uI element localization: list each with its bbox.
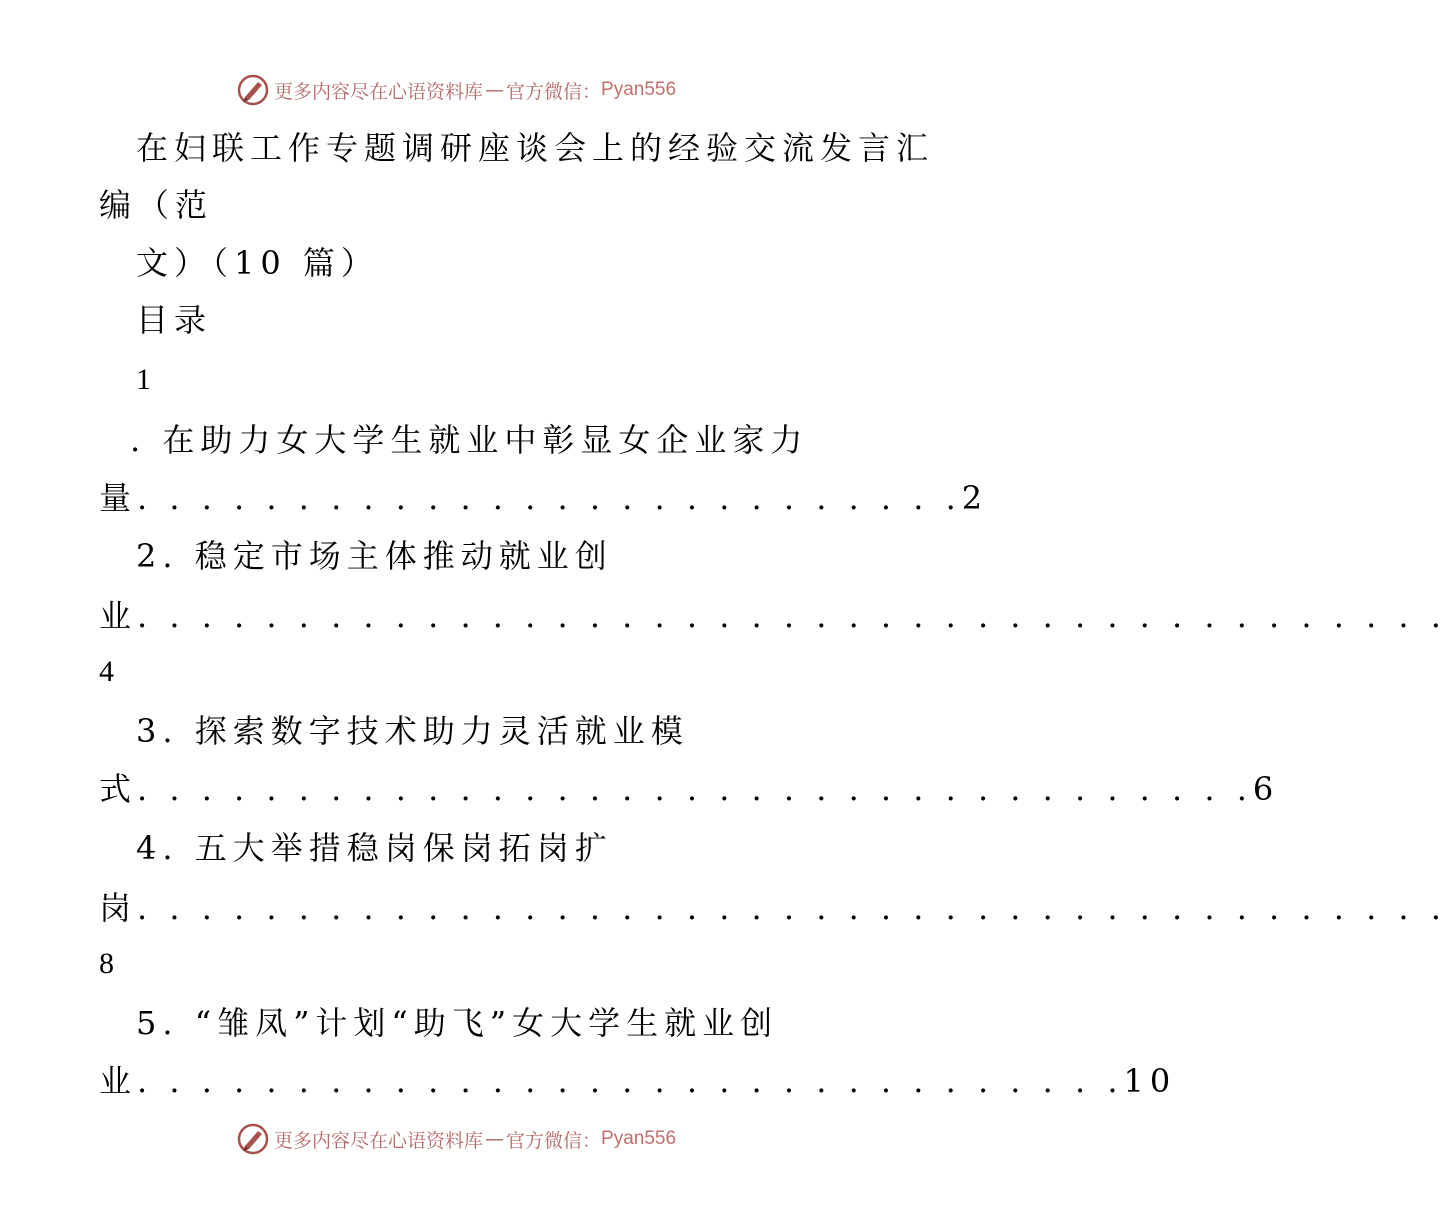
toc-entry-4-text: 4. 五大举措稳岗保岗拓岗扩 <box>136 829 613 867</box>
toc-entry-1-leader: 量. . . . . . . . . . . . . . . . . . . . . . . . . .2 <box>99 479 989 517</box>
toc-entry-1-number: 1 <box>136 363 155 396</box>
toc-entry-3-text: 3. 探索数字技术助力灵活就业模 <box>136 712 689 750</box>
pen-logo-icon <box>236 73 270 107</box>
toc-entry-4-page: 8 <box>99 947 118 980</box>
toc-entry-4-leader: 岗. . . . . . . . . . . . . . . . . . . . . . . . . . . . . . . . . . . . . . . . . <box>99 889 1447 927</box>
banner-wechat-label: 官方微信： <box>506 80 602 103</box>
banner-text: 更多内容尽在心语资料库 <box>274 1129 484 1152</box>
banner-dash: — <box>485 79 505 101</box>
title-line-2: 编（范 <box>99 186 214 224</box>
banner-wechat-id: Pyan556 <box>601 79 677 100</box>
banner-wechat-label: 官方微信： <box>506 1129 602 1152</box>
toc-entry-1-text: . 在助力女大学生就业中彰显女企业家力 <box>130 421 809 459</box>
toc-entry-5-leader: 业. . . . . . . . . . . . . . . . . . . . . . . . . . . . . . .10 <box>99 1062 1177 1100</box>
toc-entry-2-leader: 业. . . . . . . . . . . . . . . . . . . . . . . . . . . . . . . . . . . . . . . . . <box>99 597 1447 635</box>
toc-entry-2-page: 4 <box>99 655 118 688</box>
pen-logo-icon <box>236 1122 270 1156</box>
banner-dash: — <box>485 1128 505 1150</box>
header-banner <box>236 72 736 108</box>
toc-entry-3-leader: 式. . . . . . . . . . . . . . . . . . . . . . . . . . . . . . . . . . .6 <box>99 770 1280 808</box>
footer-banner <box>236 1121 736 1157</box>
toc-entry-5-text: 5. “雏凤”计划“助飞”女大学生就业创 <box>136 1004 779 1042</box>
banner-text: 更多内容尽在心语资料库 <box>274 80 484 103</box>
title-line-3: 文）（10 篇） <box>136 244 379 282</box>
toc-entry-2-text: 2. 稳定市场主体推动就业创 <box>136 537 613 575</box>
toc-heading: 目录 <box>136 301 213 339</box>
banner-wechat-id: Pyan556 <box>601 1128 677 1149</box>
title-line-1: 在妇联工作专题调研座谈会上的经验交流发言汇 <box>136 129 935 167</box>
